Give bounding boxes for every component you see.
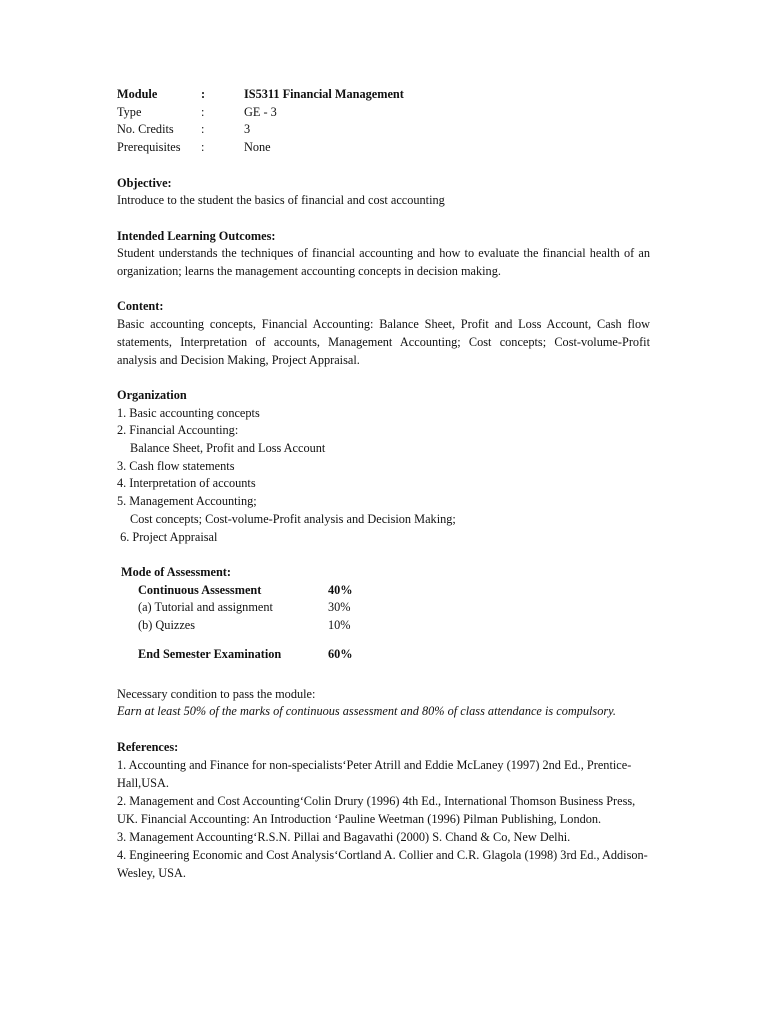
outcomes-text: Student understands the techniques of financial accounting and how to evaluate the financial health of an organization; learns the management accounting concepts in decision making. — [117, 246, 650, 278]
reference-item: 1. Accounting and Finance for non-specialists‘Peter Atrill and Eddie McLaney (1997) 2nd Ed., Prentice-Hall,USA. — [117, 758, 632, 791]
info-label: Module — [117, 87, 158, 101]
reference-item: 3. Management Accounting‘R.S.N. Pillai and Bagavathi (2000) S. Chand & Co, New Delhi. — [117, 830, 571, 845]
assessment-heading: Mode of Assessment: — [121, 564, 231, 579]
organization-section — [117, 387, 650, 546]
info-value: IS5311 Financial Management — [244, 87, 404, 101]
syllabus-page — [117, 86, 650, 882]
organization-subitem: Balance Sheet, Profit and Loss Account — [130, 441, 326, 455]
assessment-percent: 30% — [328, 600, 351, 615]
info-label: Prerequisites — [117, 140, 181, 155]
organization-item: 6. Project Appraisal — [117, 529, 218, 544]
objective-text: Introduce to the student the basics of financial and cost accounting — [117, 193, 445, 208]
info-label: Type — [117, 104, 142, 119]
pass-condition-text: Earn at least 50% of the marks of continuous assessment and 80% of class attendance is compulsory. — [117, 704, 617, 719]
info-colon: : — [201, 122, 205, 137]
pass-condition-section — [117, 686, 650, 721]
content-section — [117, 298, 650, 369]
assessment-name: (b) Quizzes — [138, 618, 196, 633]
references-section — [117, 739, 650, 883]
outcomes-heading: Intended Learning Outcomes: — [117, 228, 276, 243]
assessment-row — [121, 582, 650, 600]
organization-subitem: Cost concepts; Cost-volume-Profit analysis and Decision Making; — [130, 511, 456, 526]
pass-condition-intro: Necessary condition to pass the module: — [117, 686, 316, 701]
assessment-row — [121, 617, 650, 635]
organization-item: 1. Basic accounting concepts — [117, 405, 260, 420]
references-heading: References: — [117, 739, 179, 754]
info-value: 3 — [244, 122, 251, 137]
info-row-prerequisites — [117, 139, 650, 157]
assessment-percent: 60% — [328, 647, 353, 662]
assessment-row — [121, 646, 650, 664]
objective-heading: Objective: — [117, 175, 172, 190]
reference-item: 4. Engineering Economic and Cost Analysis‘Cortland A. Collier and C.R. Glagola (1998) 3rd Ed., Addison-Wesley, USA. — [117, 848, 648, 881]
info-value: None — [244, 140, 271, 155]
info-row-type — [117, 104, 650, 122]
module-info — [117, 86, 650, 157]
objective-section — [117, 175, 650, 210]
organization-item: 2. Financial Accounting: — [117, 423, 239, 438]
content-text: Basic accounting concepts, Financial Accounting: Balance Sheet, Profit and Loss Account, Cash flow statements, Interpretation of accounts, Management Accounting; Cost concepts; Cost-volume-Profit analysis and Decision Making, Project Appraisal. — [117, 317, 650, 367]
assessment-section — [117, 564, 650, 664]
assessment-row — [121, 599, 650, 617]
assessment-percent: 40% — [328, 582, 353, 597]
assessment-name: End Semester Examination — [138, 647, 282, 662]
info-label: No. Credits — [117, 122, 174, 137]
organization-heading: Organization — [117, 387, 187, 402]
organization-item: 3. Cash flow statements — [117, 458, 235, 473]
content-heading: Content: — [117, 299, 164, 314]
assessment-name: (a) Tutorial and assignment — [138, 600, 273, 615]
info-row-credits — [117, 121, 650, 139]
outcomes-section — [117, 228, 650, 281]
info-colon: : — [201, 140, 205, 155]
info-row-module — [117, 86, 650, 104]
organization-item: 5. Management Accounting; — [117, 494, 257, 509]
organization-item: 4. Interpretation of accounts — [117, 476, 256, 491]
assessment-name: Continuous Assessment — [138, 582, 262, 597]
info-colon: : — [201, 104, 205, 119]
info-colon: : — [201, 87, 206, 101]
info-value: GE - 3 — [244, 104, 277, 119]
assessment-percent: 10% — [328, 618, 351, 633]
reference-item: 2. Management and Cost Accounting‘Colin Drury (1996) 4th Ed., International Thomson Business Press, UK. Financial Accounting: An Introduction ‘Pauline Weetman (1996) Pilman Publishing, London. — [117, 794, 636, 827]
